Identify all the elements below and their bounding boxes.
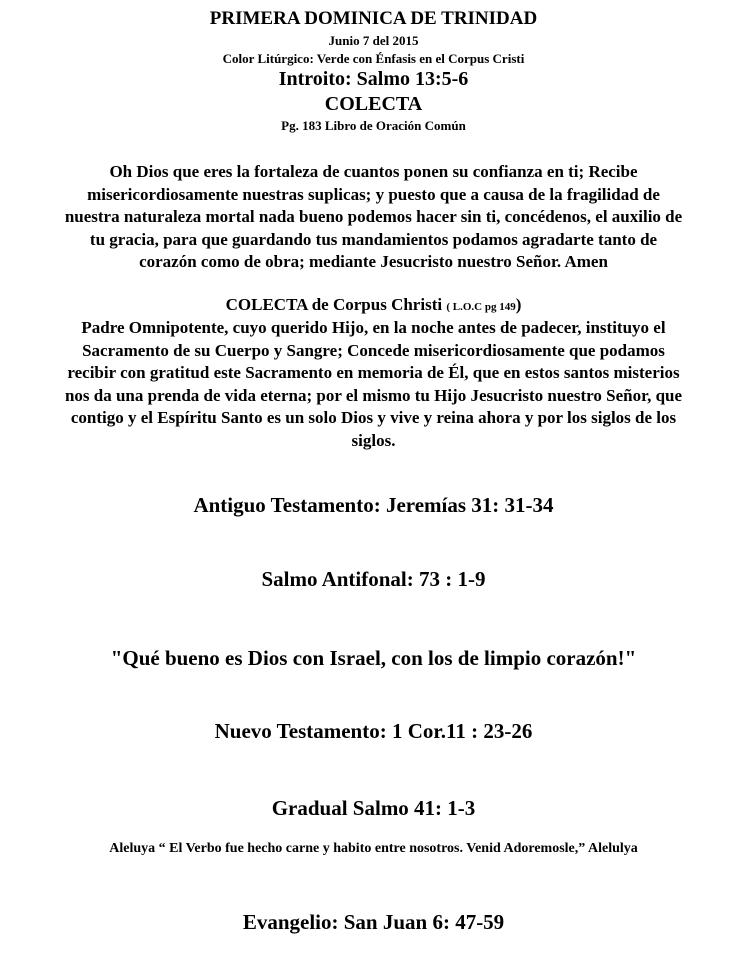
new-testament-reading: Nuevo Testamento: 1 Cor.11 : 23-26 xyxy=(214,719,533,743)
page-title: PRIMERA DOMINICA DE TRINIDAD xyxy=(209,8,538,29)
corpus-christi-reference-close: ) xyxy=(515,295,522,314)
collect-heading: COLECTA xyxy=(324,93,423,115)
alleluia-verse: Aleluya “ El Verbo fue hecho carne y habito entre nosotros. Venid Adoremosle,” Alelulya xyxy=(109,841,638,856)
corpus-christi-collect-text xyxy=(0,317,747,452)
service-date: Junio 7 del 2015 xyxy=(328,33,419,48)
collect-line: contigo y el Espíritu Santo es un solo Dios y vive y reina ahora y por los siglos de los xyxy=(70,408,677,427)
collect-line: nos da una prenda de vida eterna; por el mismo tu Hijo Jesucristo nuestro Señor, que xyxy=(64,385,683,405)
collect-line: nuestra naturaleza mortal nada bueno podemos hacer sin ti, concédenos, el auxilio de xyxy=(64,207,683,226)
collect-line: recibir con gratitud este Sacramento en memoria de Él, que en estos santos misterios xyxy=(67,363,680,382)
introit-heading: Introito: Salmo 13:5-6 xyxy=(278,68,469,90)
liturgical-color: Color Litúrgico: Verde con Énfasis en el Corpus Cristi xyxy=(222,51,525,66)
old-testament-reading: Antiguo Testamento: Jeremías 31: 31-34 xyxy=(193,493,554,517)
collect-line: siglos. xyxy=(351,430,396,450)
collect-line: tu gracia, para que guardando tus mandamientos podamos agradarte tanto de xyxy=(89,229,658,249)
gospel-reading: Evangelio: San Juan 6: 47-59 xyxy=(242,910,505,934)
psalm-reading: Salmo Antifonal: 73 : 1-9 xyxy=(261,567,486,591)
collect-line: corazón como de obra; mediante Jesucristo nuestro Señor. Amen xyxy=(139,252,608,271)
corpus-christi-reference: ( L.O.C pg 149 xyxy=(446,301,516,313)
corpus-christi-title: COLECTA de Corpus Christi xyxy=(225,295,443,314)
collect-line: Sacramento de su Cuerpo y Sangre; Concede misericordiosamente que podamos xyxy=(82,340,665,360)
corpus-christi-collect-heading xyxy=(0,295,747,315)
collect-reference: Pg. 183 Libro de Oración Común xyxy=(281,118,466,133)
collect-line: Padre Omnipotente, cuyo querido Hijo, en la noche antes de padecer, instituyo el xyxy=(81,318,666,337)
gradual-reading: Gradual Salmo 41: 1-3 xyxy=(271,796,476,820)
psalm-antiphon: "Qué bueno es Dios con Israel, con los de limpio corazón!" xyxy=(110,646,637,670)
collect-line: misericordiosamente nuestras suplicas; y puesto que a causa de la fragilidad de xyxy=(87,184,660,204)
collect-text xyxy=(0,161,747,274)
collect-line: Oh Dios que eres la fortaleza de cuantos ponen su confianza en ti; Recibe xyxy=(109,162,638,181)
